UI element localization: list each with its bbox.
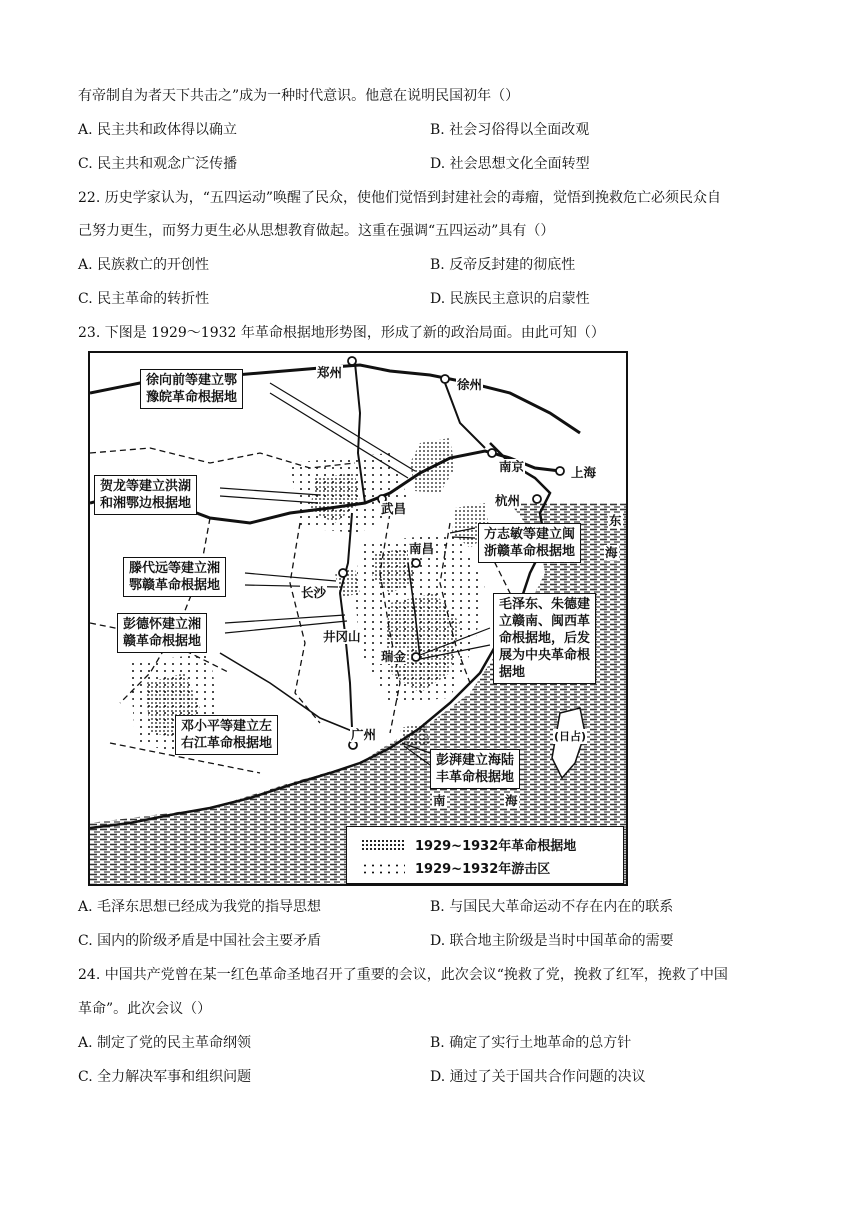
city-nanchang: 南昌 xyxy=(409,541,435,556)
q21-option-a: A. 民主共和政体得以确立 xyxy=(78,122,238,138)
q22-option-a: A. 民族救亡的开创性 xyxy=(78,257,210,273)
q21-option-d: D. 社会思想文化全面转型 xyxy=(430,156,590,172)
q22-option-b: B. 反帝反封建的彻底性 xyxy=(430,257,576,273)
legend-base-text: 1929~1932年革命根据地 xyxy=(415,839,577,854)
city-jinggangshan: 井冈山 xyxy=(323,629,361,644)
city-hangzhou: 杭州 xyxy=(495,493,521,508)
sea-label-east-2: 海 xyxy=(605,545,618,560)
legend-guerrilla xyxy=(361,858,550,877)
city-guangzhou: 广州 xyxy=(351,727,377,742)
city-zhengzhou: 郑州 xyxy=(317,365,343,380)
legend-base-swatch xyxy=(361,839,405,851)
q23-option-d: D. 联合地主阶级是当时中国革命的需要 xyxy=(430,933,674,949)
q22-stem-line1: 22. 历史学家认为，“五四运动”唤醒了民众，使他们觉悟到封建社会的毒瘤，觉悟到挽救危亡必须民众自 xyxy=(78,190,722,206)
label-taiwan: (日占) xyxy=(554,730,587,743)
q24-option-a: A. 制定了党的民主革命纲领 xyxy=(78,1035,252,1051)
q24-option-c: C. 全力解决军事和组织问题 xyxy=(78,1069,252,1085)
q23-stem: 23. 下图是 1929～1932 年革命根据地形势图，形成了新的政治局面。由此可知（） xyxy=(78,325,605,341)
label-xu-xiangqian: 徐向前等建立鄂 豫皖革命根据地 xyxy=(140,369,243,409)
q21-stem-tail: 有帝制自为者天下共击之”成为一种时代意识。他意在说明民国初年（） xyxy=(78,88,520,104)
q24-stem-line1: 24. 中国共产党曾在某一红色革命圣地召开了重要的会议，此次会议“挽救了党，挽救了红军，挽救了中国 xyxy=(78,967,728,983)
city-ruijin: 瑞金 xyxy=(381,649,407,664)
q22-stem-line2: 己努力更生，而努力更生必从思想教育做起。这重在强调“五四运动”具有（） xyxy=(78,223,555,239)
revolutionary-bases-map xyxy=(88,351,628,886)
q21-option-b: B. 社会习俗得以全面改观 xyxy=(430,122,590,138)
legend-guerrilla-swatch xyxy=(361,862,405,874)
legend-guerrilla-text: 1929~1932年游击区 xyxy=(415,862,551,877)
label-peng-dehuai: 彭德怀建立湘 赣革命根据地 xyxy=(117,613,207,653)
q24-option-d: D. 通过了关于国共合作问题的决议 xyxy=(430,1069,646,1085)
city-changsha: 长沙 xyxy=(301,585,327,600)
q23-option-b: B. 与国民大革命运动不存在内在的联系 xyxy=(430,899,674,915)
q23-option-c: C. 国内的阶级矛盾是中国社会主要矛盾 xyxy=(78,933,322,949)
city-nanjing: 南京 xyxy=(499,459,525,474)
q21-option-c: C. 民主共和观念广泛传播 xyxy=(78,156,238,172)
label-teng-daiyuan: 滕代远等建立湘 鄂赣革命根据地 xyxy=(123,557,226,597)
map-legend xyxy=(346,826,624,884)
label-mao-zhu: 毛泽东、朱德建 立赣南、闽西革 命根据地，后发 展为中央革命根 据地 xyxy=(493,593,596,684)
sea-label-south-2: 海 xyxy=(505,793,518,808)
sea-label-south-1: 南 xyxy=(433,793,446,808)
label-fang-zhimin: 方志敏等建立闽 浙赣革命根据地 xyxy=(478,523,581,563)
q24-option-b: B. 确定了实行土地革命的总方针 xyxy=(430,1035,632,1051)
label-peng-pai: 彭湃建立海陆 丰革命根据地 xyxy=(430,749,520,789)
q23-option-a: A. 毛泽东思想已经成为我党的指导思想 xyxy=(78,899,322,915)
sea-label-east-1: 东 xyxy=(609,513,622,528)
city-xuzhou: 徐州 xyxy=(457,377,483,392)
label-he-long: 贺龙等建立洪湖 和湘鄂边根据地 xyxy=(94,475,197,515)
label-deng-xiaoping: 邓小平等建立左 右江革命根据地 xyxy=(175,715,278,755)
city-shanghai: 上海 xyxy=(571,465,597,480)
city-wuchang: 武昌 xyxy=(381,501,407,516)
q22-option-c: C. 民主革命的转折性 xyxy=(78,291,210,307)
legend-base xyxy=(361,835,576,854)
q24-stem-line2: 革命”。此次会议（） xyxy=(78,1001,212,1017)
q22-option-d: D. 民族民主意识的启蒙性 xyxy=(430,291,590,307)
